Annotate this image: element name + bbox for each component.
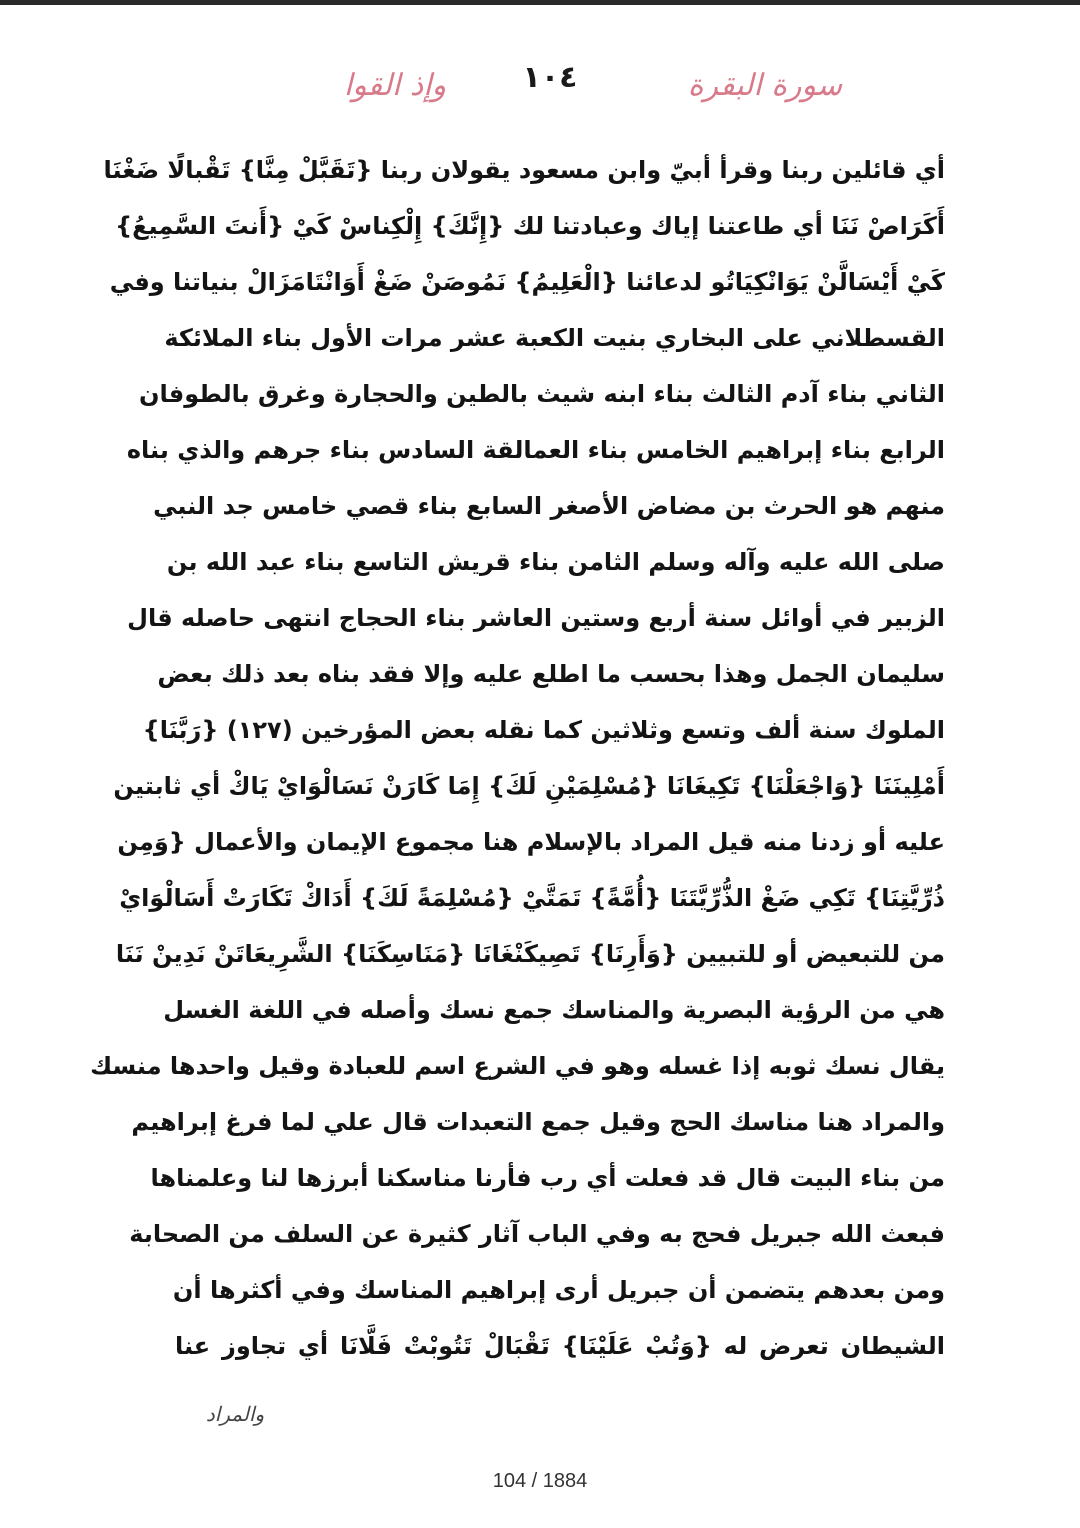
header-catchword: وإذ القوا [343,68,447,103]
text-line: ذُرِّيَّتِنَا} تَكِي ضَغْ الذُّرِّيَّتَنَا {أُمَّةً} تَمَتَّيْ {مُسْلِمَةً لَكَ} أَدَاكْ تَكَارَتْ أَسَالْوَايْ [119,884,945,912]
text-line: يقال نسك ثوبه إذا غسله وهو في الشرع اسم للعبادة وقيل واحدها منسك [90,1052,945,1080]
text-line: الشيطان تعرض له {وَتُبْ عَلَيْنَا} تَقْبَالْ تَتُوبْتْ فَلَّانَا أي تجاوز عنا [175,1332,945,1360]
text-line: سليمان الجمل وهذا بحسب ما اطلع عليه وإلا فقد بناه بعد ذلك بعض [157,660,945,688]
text-line: من للتبعيض أو للتبيين {وَأَرِنَا} تَصِيكَنْغَانَا {مَنَاسِكَنَا} الشَّرِيعَاتَنْ نَدِينْ نَنَا [115,940,945,968]
scan-top-edge [0,0,1080,5]
text-line: كَيْ أَيْسَالَّنْ يَوَانْكِيَاتُو لدعائنا {الْعَلِيمُ} نَمُوصَنْ ضَغْ أَوَانْتَامَزَالْ بنياتنا وفي [109,268,945,296]
text-line: الثاني بناء آدم الثالث بناء ابنه شيث بالطين والحجارة وغرق بالطوفان [139,380,945,408]
body-text [90,142,945,1374]
text-line: أَكَرَاصْ نَنَا أي طاعتنا إياك وعبادتنا لك {إِنَّكَ} إِلْكِناسْ كَيْ {أَنتَ السَّمِيعُ} [115,212,945,240]
text-line: من بناء البيت قال قد فعلت أي رب فأرنا مناسكنا أبرزها لنا وعلمناها [150,1164,945,1192]
text-line: والمراد هنا مناسك الحج وقيل جمع التعبدات قال علي لما فرغ إبراهيم [131,1108,945,1136]
surah-title: سورة البقرة [687,68,843,103]
text-line: منهم هو الحرث بن مضاض الأصغر السابع بناء قصي خامس جد النبي [153,492,945,520]
text-line: فبعث الله جبريل فحج به وفي الباب آثار كثيرة عن السلف من الصحابة [129,1220,945,1248]
page-number: ١٠٤ [522,60,578,95]
text-line: القسطلاني على البخاري بنيت الكعبة عشر مرات الأول بناء الملائكة [164,324,945,352]
text-line: أَمْلِينَنَا {وَاجْعَلْنَا} تَكِيغَانَا {مُسْلِمَيْنِ لَكَ} إِمَا كَارَنْ نَسَالْوَايْ يَاكْ أي ثابتين [113,772,945,800]
text-line: صلى الله عليه وآله وسلم الثامن بناء قريش التاسع بناء عبد الله بن [166,548,945,576]
footer-catchword: والمراد [205,1402,265,1426]
text-line: عليه أو زدنا منه قيل المراد بالإسلام هنا مجموع الإيمان والأعمال {وَمِن [117,828,945,856]
text-line: ومن بعدهم يتضمن أن جبريل أرى إبراهيم المناسك وفي أكثرها أن [172,1276,945,1304]
text-line: أي قائلين ربنا وقرأ أبيّ وابن مسعود يقولان ربنا {تَقَبَّلْ مِنَّا} تَقْبالًا ضَغْنَا [103,156,945,184]
text-line: الزبير في أوائل سنة أربع وستين العاشر بناء الحجاج انتهى حاصله قال [127,604,945,632]
text-line: الرابع بناء إبراهيم الخامس بناء العمالقة السادس بناء جرهم والذي بناه [126,436,945,464]
text-line: هي من الرؤية البصرية والمناسك جمع نسك وأصله في اللغة الغسل [163,996,945,1024]
text-line: الملوك سنة ألف وتسع وثلاثين كما نقله بعض المؤرخين (١٢٧) {رَبَّنَا} [142,716,945,744]
page-counter: 104 / 1884 [492,1470,588,1492]
